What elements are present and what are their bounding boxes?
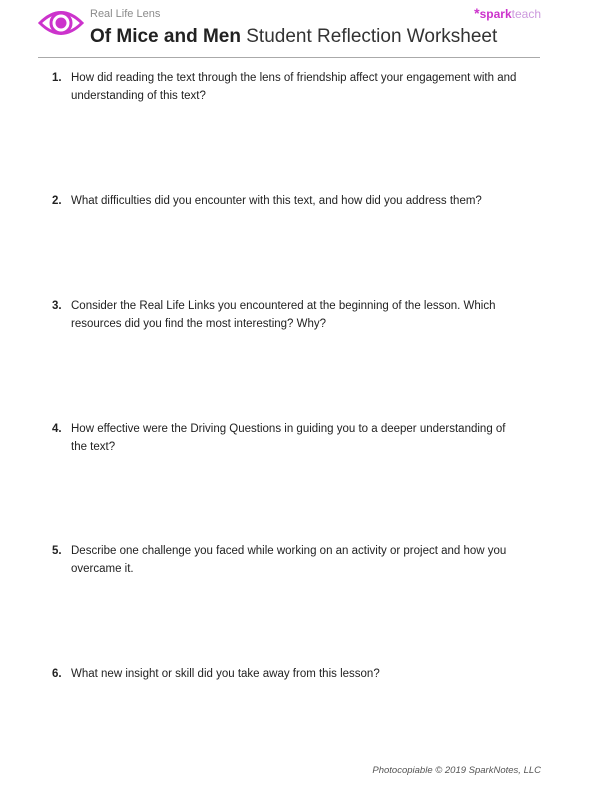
- brand-spark-text: spark: [479, 7, 512, 21]
- header-divider: [38, 57, 540, 58]
- brand-teach-text: teach: [511, 7, 541, 21]
- question-number: 6.: [52, 668, 62, 680]
- question-text: Consider the Real Life Links you encountered at the beginning of the lesson. Which resources did you find the most interesting? Why?: [71, 300, 496, 330]
- question-number: 2.: [52, 195, 62, 207]
- question-text: What difficulties did you encounter with this text, and how did you address them?: [71, 195, 482, 207]
- copyright-footer: Photocopiable © 2019 SparkNotes, LLC: [372, 765, 541, 776]
- question-number: 5.: [52, 545, 62, 557]
- title-book-name: Of Mice and Men: [90, 26, 241, 47]
- brand-star-icon: *: [474, 5, 480, 21]
- title-worksheet-name: Student Reflection Worksheet: [246, 26, 498, 47]
- question-item: [52, 192, 522, 210]
- sparkteach-logo: [474, 5, 541, 21]
- question-text: How effective were the Driving Questions in guiding you to a deeper understanding of the text?: [71, 423, 506, 453]
- series-label: Real Life Lens: [90, 8, 161, 20]
- question-item: [52, 542, 522, 578]
- question-text: Describe one challenge you faced while working on an activity or project and how you overcame it.: [71, 545, 507, 575]
- question-item: [52, 297, 522, 333]
- question-text: What new insight or skill did you take away from this lesson?: [71, 668, 380, 680]
- question-number: 1.: [52, 72, 62, 84]
- page-title: [90, 26, 497, 48]
- question-item: [52, 665, 522, 683]
- eye-logo-icon: [38, 6, 84, 40]
- question-number: 3.: [52, 300, 62, 312]
- worksheet-header: [0, 0, 589, 60]
- question-text: How did reading the text through the lens of friendship affect your engagement with and understanding of this text?: [71, 72, 517, 102]
- question-number: 4.: [52, 423, 62, 435]
- question-item: [52, 69, 522, 105]
- question-item: [52, 420, 522, 456]
